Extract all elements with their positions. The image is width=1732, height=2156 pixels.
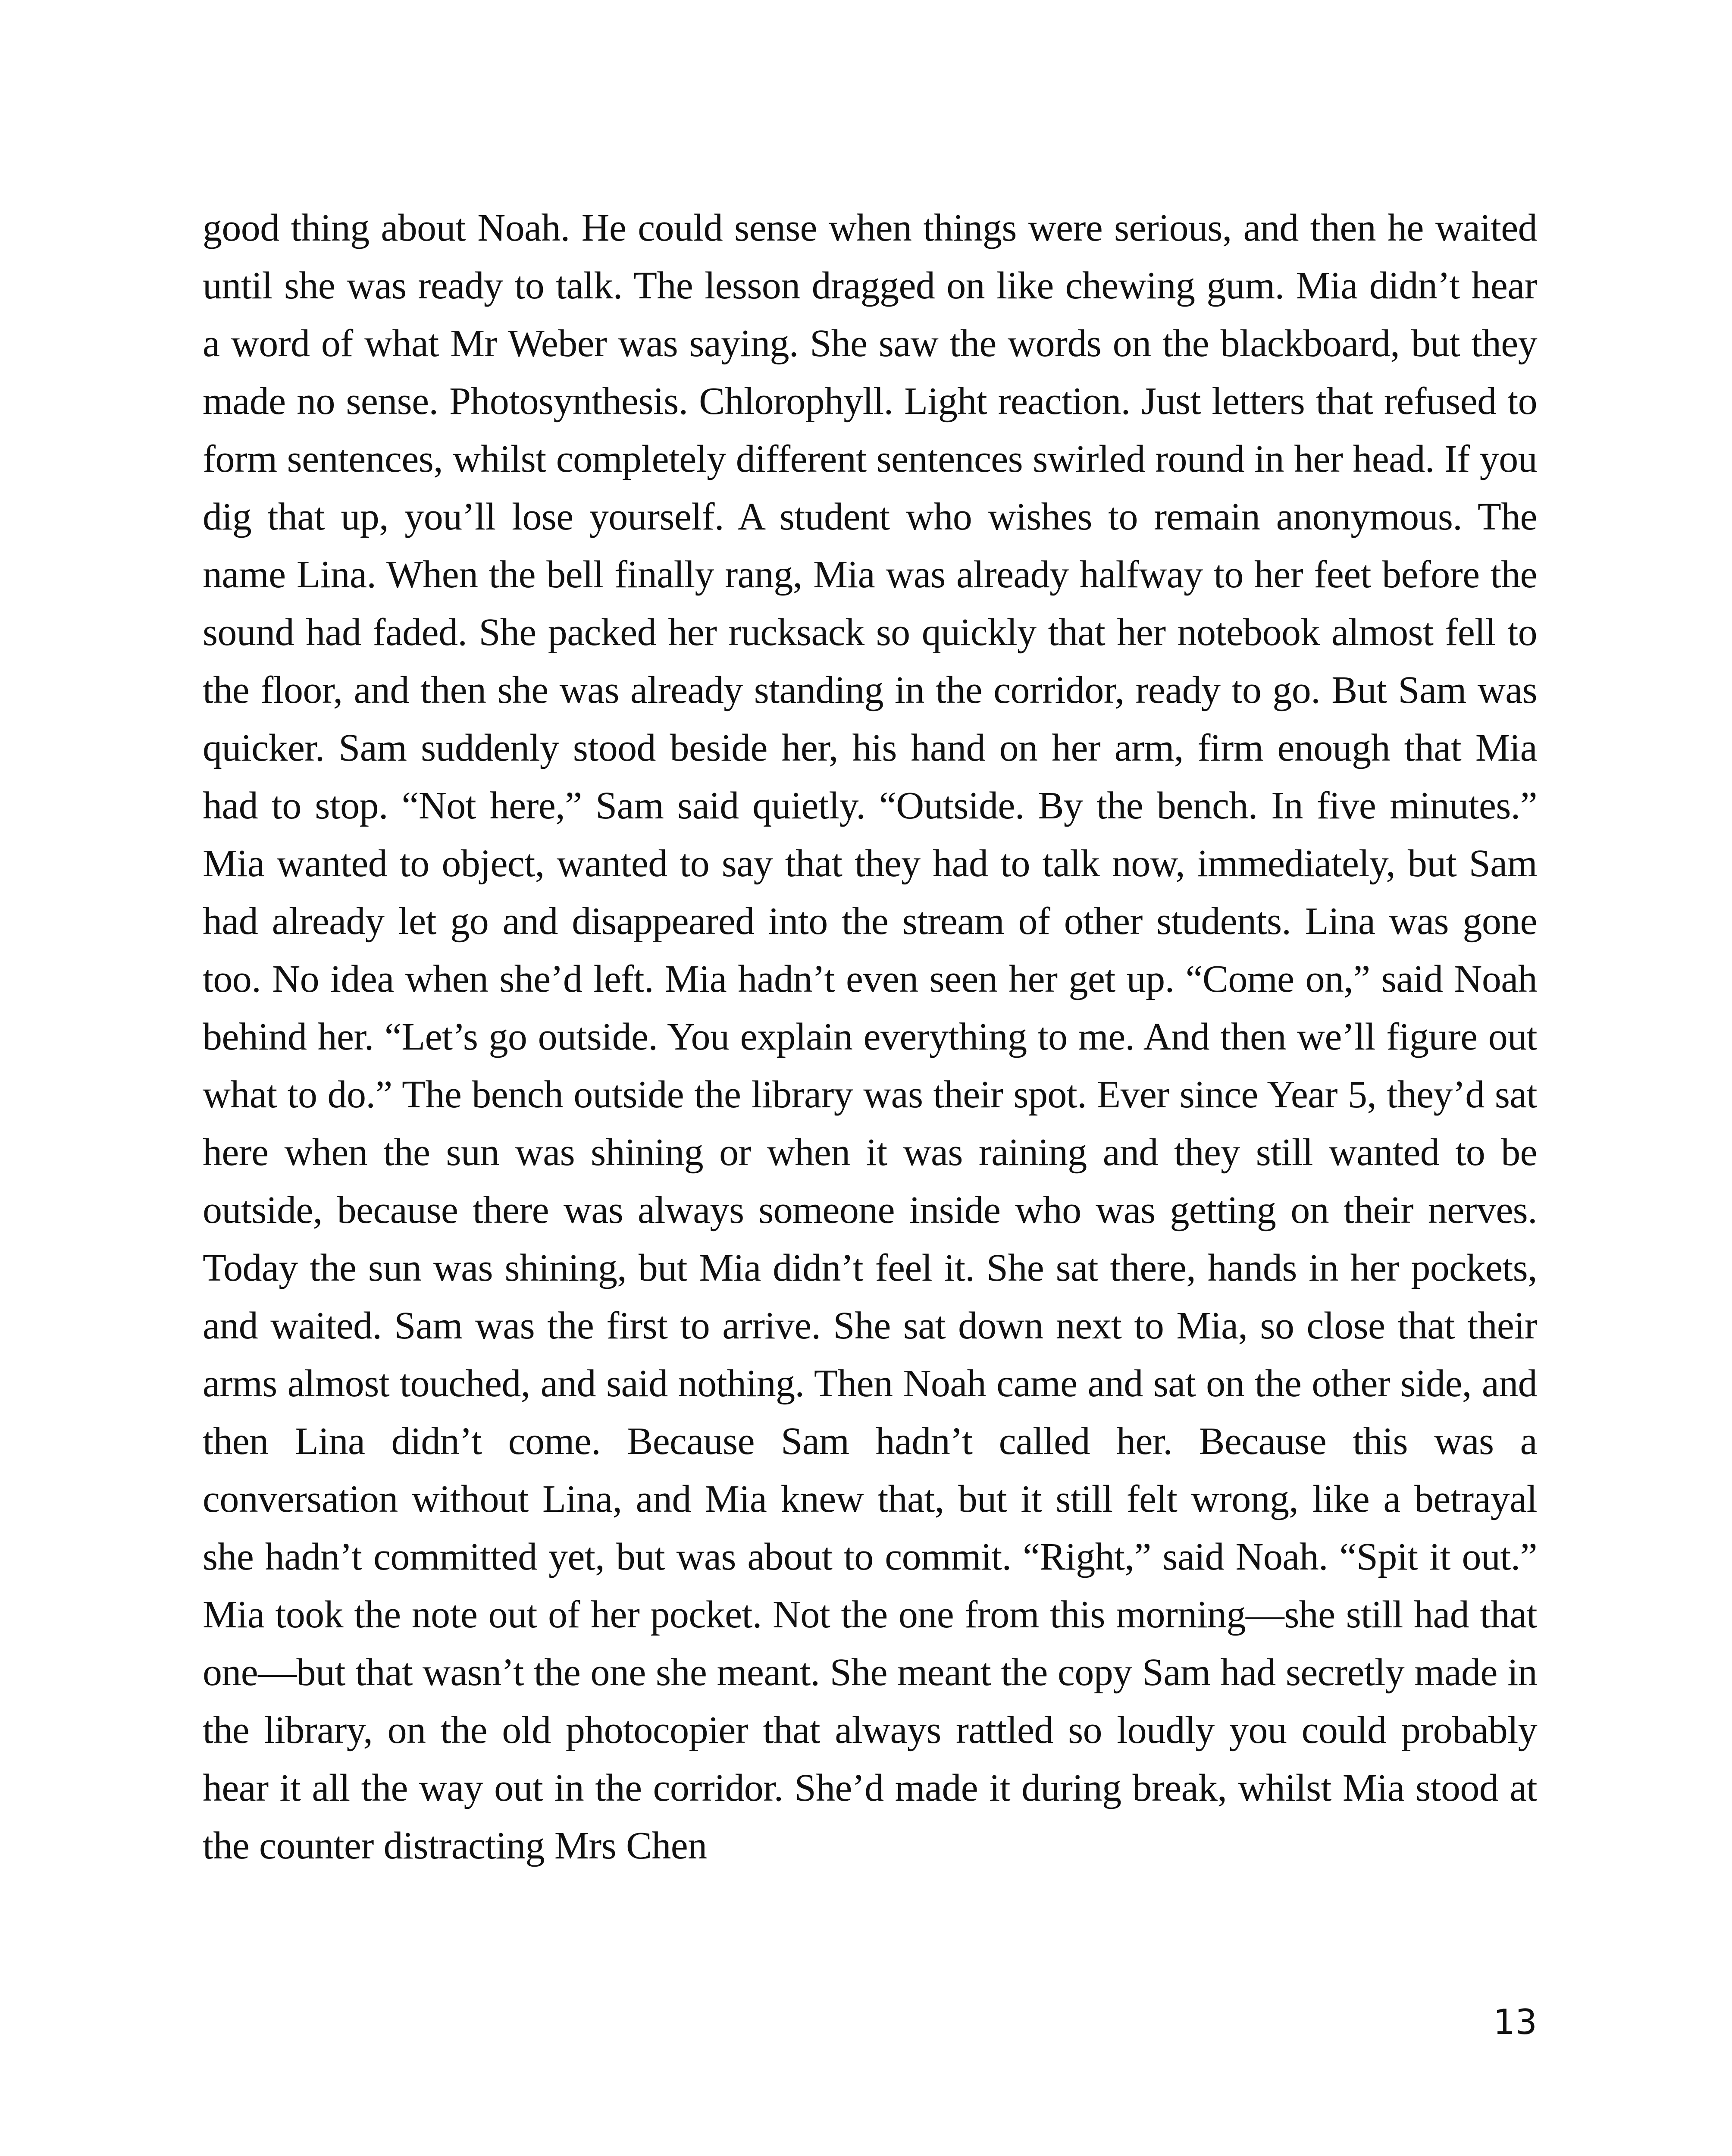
- page-number: 13: [1493, 2002, 1537, 2042]
- body-paragraph: good thing about Noah. He could sense when things were serious, and then he waited until she was ready to talk. The lesson dragged on like chewing gum. Mia didn’t hear a word of what Mr Weber was saying. She saw the words on the blackboard, but they made no sense. Photosynthesis. Chlorophyll. Light reaction. Just letters that refused to form sentences, whilst completely different sentences swirled round in her head. If you dig that up, you’ll lose yourself. A student who wishes to remain anonymous. The name Lina. When the bell finally rang, Mia was already halfway to her feet before the sound had faded. She packed her rucksack so quickly that her notebook almost fell to the floor, and then she was already standing in the corridor, ready to go. But Sam was quicker. Sam suddenly stood beside her, his hand on her arm, firm enough that Mia had to stop. “Not here,” Sam said quietly. “Outside. By the bench. In five minutes.” Mia wanted to object, wanted to say that they had to talk now, immediately, but Sam had already let go and disappeared into the stream of other students. Lina was gone too. No idea when she’d left. Mia hadn’t even seen her get up. “Come on,” said Noah behind her. “Let’s go outside. You explain everything to me. And then we’ll figure out what to do.” The bench outside the library was their spot. Ever since Year 5, they’d sat here when the sun was shining or when it was raining and they still wanted to be outside, because there was always someone inside who was getting on their nerves. Today the sun was shining, but Mia didn’t feel it. She sat there, hands in her pockets, and waited. Sam was the first to arrive. She sat down next to Mia, so close that their arms almost touched, and said nothing. Then Noah came and sat on the other side, and then Lina didn’t come. Because Sam hadn’t called her. Because this was a conversation without Lina, and Mia knew that, but it still felt wrong, like a betrayal she hadn’t committed yet, but was about to commit. “Right,” said Noah. “Spit it out.” Mia took the note out of her pocket. Not the one from this morning—she still had that one—but that wasn’t the one she meant. She meant the copy Sam had secretly made in the library, on the old photocopier that always rattled so loudly you could probably hear it all the way out in the corridor. She’d made it during break, whilst Mia stood at the counter distracting Mrs Chen: [203, 207, 1537, 1867]
